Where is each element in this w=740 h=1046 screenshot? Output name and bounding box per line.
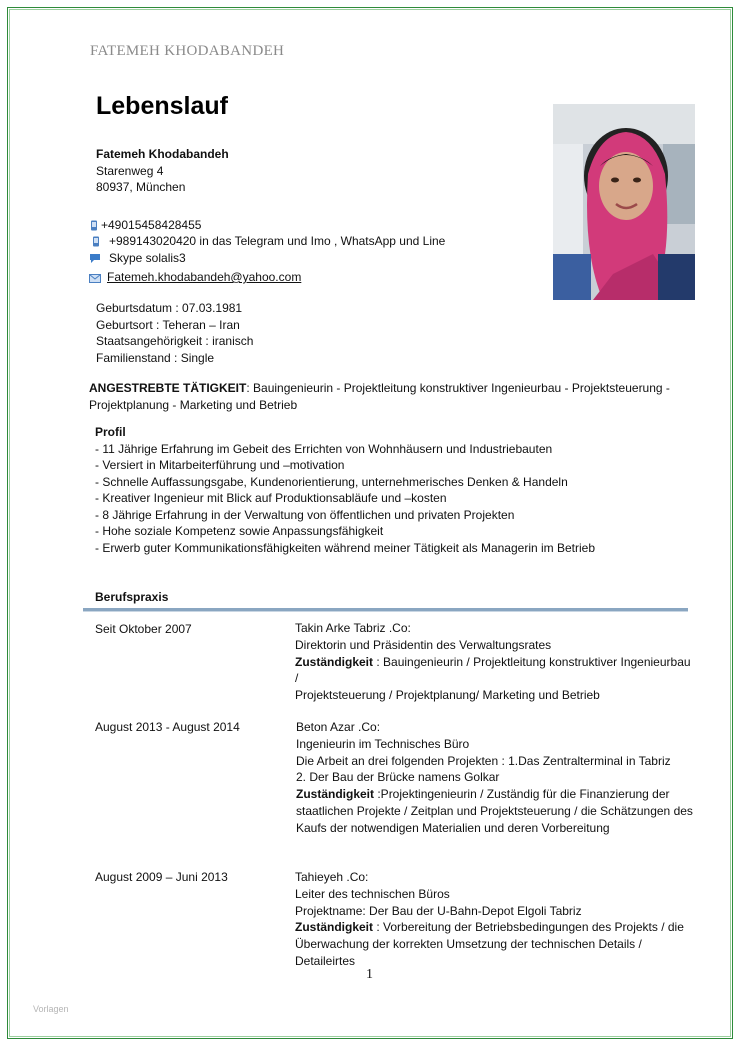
- job-role: Ingenieurin im Technisches Büro: [296, 736, 470, 751]
- job-details: [295, 620, 695, 704]
- street: Starenweg 4: [96, 163, 164, 178]
- person-name: Fatemeh Khodabandeh: [96, 147, 229, 161]
- job-company: Tahieyeh .Co:: [295, 870, 369, 884]
- profile-section: [95, 424, 715, 556]
- email-link[interactable]: Fatemeh.khodabandeh@yahoo.com: [107, 270, 302, 284]
- duty-line: Projektsteuerung / Projektplanung/ Marketing und Betrieb: [295, 688, 600, 703]
- profile-heading: Profil: [95, 425, 126, 439]
- profile-list: [95, 441, 715, 557]
- duty-line: Überwachung der korrekten Umsetzung der technischen Details / Detaileirtes: [295, 937, 642, 968]
- skype-text: Skype solalis3: [109, 251, 186, 265]
- header-name: FATEMEH KHODABANDEH: [90, 43, 285, 59]
- target-line1: : Bauingenieurin - Projektleitung konstruktiver Ingenieurbau - Projektsteuerung -: [246, 381, 670, 395]
- phone-icon: [89, 220, 99, 231]
- envelope-icon: [89, 272, 101, 283]
- profile-item: - Erwerb guter Kommunikationsfähigkeiten während meiner Tätigkeit als Managerin im Betrieb: [95, 540, 596, 555]
- target-position: [89, 380, 709, 413]
- chat-bubble-icon: [89, 253, 101, 264]
- duty-line: : Vorbereitung der Betriebsbedingungen des Projekts / die: [373, 920, 684, 935]
- job-date: Seit Oktober 2007: [95, 622, 192, 636]
- duty-line: :Projektingenieurin / Zuständig für die Finanzierung der: [374, 787, 670, 802]
- job-details: [295, 869, 695, 970]
- profile-item: - Schnelle Auffassungsgabe, Kundenorientierung, unternehmerisches Denken & Handeln: [95, 474, 568, 489]
- profile-item: - 11 Jährige Erfahrung im Gebeit des Errichten von Wohnhäusern und Industriebauten: [95, 441, 553, 456]
- target-line2: Projektplanung - Marketing und Betrieb: [89, 397, 298, 412]
- experience-heading: Berufspraxis: [95, 590, 169, 604]
- phone1-text: +49015458428455: [101, 218, 202, 232]
- personal-block: [96, 146, 229, 196]
- page-number: 1: [366, 967, 373, 982]
- section-divider: [83, 608, 688, 612]
- city: 80937, München: [96, 180, 186, 194]
- profile-item: - Hohe soziale Kompetenz sowie Anpassungsfähigkeit: [95, 524, 384, 538]
- watermark-text: Vorlagen: [33, 1004, 69, 1014]
- contact-phone1: [89, 218, 201, 232]
- job-extra: Projektname: Der Bau der U-Bahn-Depot Elgoli Tabriz: [295, 903, 582, 918]
- job-extra: Die Arbeit an drei folgenden Projekten : 1.Das Zentralterminal in Tabriz: [296, 753, 671, 768]
- job-extra: 2. Der Bau der Brücke namens Golkar: [296, 770, 500, 785]
- job-details: [296, 719, 696, 837]
- contact-skype: [89, 251, 186, 265]
- profile-photo: [553, 104, 695, 300]
- duty-line: staatlichen Projekte / Zeitplan und Projektsteuerung / die Schätzungen des: [296, 803, 693, 818]
- profile-item: - Versiert in Mitarbeiterführung und –motivation: [95, 458, 345, 472]
- job-date: August 2009 – Juni 2013: [95, 870, 228, 884]
- phone-icon: [91, 236, 101, 247]
- birth-date: Geburtsdatum : 07.03.1981: [96, 301, 243, 315]
- duty-line: Kaufs der notwendigen Materialien und deren Vorbereitung: [296, 820, 610, 835]
- nationality: Staatsangehörigkeit : iranisch: [96, 334, 254, 348]
- target-label: ANGESTREBTE TÄTIGKEIT: [89, 381, 247, 395]
- job-company: Beton Azar .Co:: [296, 720, 381, 734]
- phone2-text: +989143020420 in das Telegram und Imo , WhatsApp und Line: [109, 234, 446, 248]
- marital-status: Familienstand : Single: [96, 350, 215, 365]
- job-role: Direktorin und Präsidentin des Verwaltungsrates: [295, 637, 552, 652]
- contact-email: [89, 270, 301, 284]
- job-company: Takin Arke Tabriz .Co:: [295, 621, 411, 635]
- profile-item: - 8 Jährige Erfahrung in der Verwaltung von öffentlichen und privaten Projekten: [95, 507, 515, 522]
- job-role: Leiter des technischen Büros: [295, 886, 450, 901]
- job-date: August 2013 - August 2014: [95, 720, 240, 734]
- profile-item: - Kreativer Ingenieur mit Blick auf Produktionsabläufe und –kosten: [95, 491, 447, 505]
- duty-label: Zuständigkeit: [295, 920, 374, 935]
- duty-label: Zuständigkeit: [295, 654, 374, 669]
- page-title: Lebenslauf: [96, 92, 228, 120]
- birth-place: Geburtsort : Teheran – Iran: [96, 317, 240, 332]
- contact-phone2: [89, 234, 445, 248]
- personal-details: [96, 300, 253, 366]
- duty-label: Zuständigkeit: [296, 787, 375, 802]
- duty-line: : Bauingenieurin / Projektleitung konstruktiver Ingenieurbau /: [295, 654, 691, 686]
